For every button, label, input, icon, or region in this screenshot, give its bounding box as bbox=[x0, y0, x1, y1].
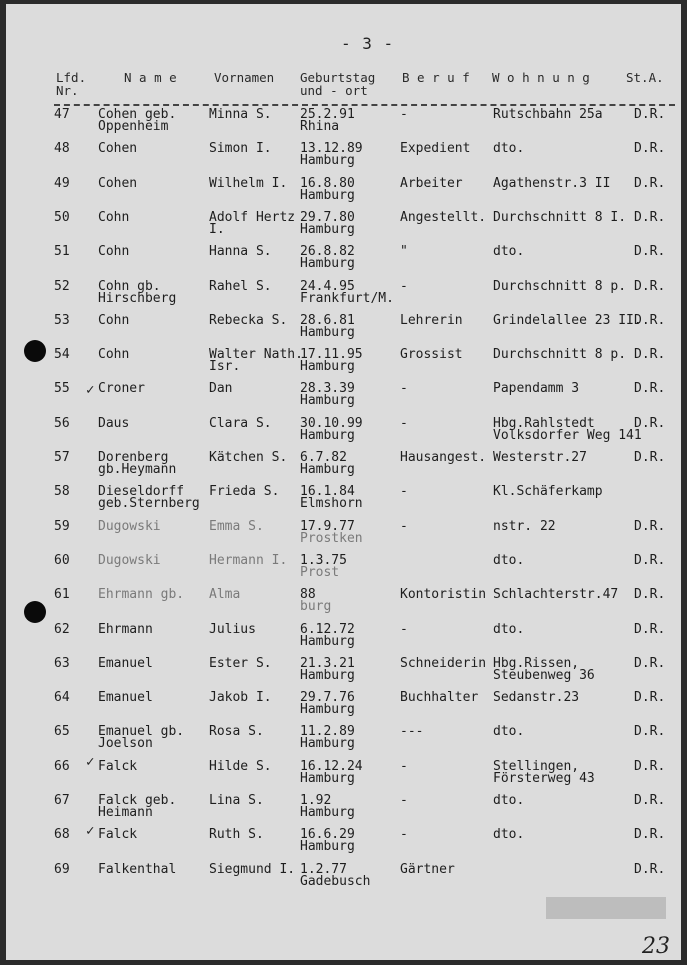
check-mark-icon: ✓ bbox=[86, 382, 95, 398]
entry-number: 54 bbox=[54, 347, 70, 363]
entry-sta: D.R. bbox=[634, 552, 666, 568]
entry-birth-place: Hamburg bbox=[300, 153, 355, 169]
entry-number: 49 bbox=[54, 175, 70, 191]
entry-number: 68 bbox=[54, 827, 70, 843]
entry-wohnung: dto. bbox=[493, 244, 525, 260]
entry-number: 59 bbox=[54, 518, 70, 534]
entry-name: Cohn bbox=[98, 244, 130, 260]
entry-birth-place: Hamburg bbox=[300, 770, 355, 786]
entry-beruf: - bbox=[400, 484, 408, 500]
entry-birth-date: 17.11.95 bbox=[300, 347, 363, 363]
entry-beruf: Arbeiter bbox=[400, 175, 463, 191]
entry-beruf: - bbox=[400, 758, 408, 774]
entry-beruf: Lehrerin bbox=[400, 312, 463, 328]
entry-vorname: Kätchen S. bbox=[209, 450, 288, 465]
entry-number: 61 bbox=[54, 587, 70, 603]
entry-birth-date: 29.7.76 bbox=[300, 690, 355, 706]
entry-sta: D.R. bbox=[634, 861, 666, 877]
entry-sta: D.R. bbox=[634, 587, 666, 603]
entry-birth-date: 28.6.81 bbox=[300, 312, 355, 328]
entry-vorname: Dan bbox=[209, 381, 233, 397]
entry-vorname: Ruth S. bbox=[209, 827, 264, 843]
punch-hole-bottom bbox=[24, 601, 46, 623]
entry-vorname: Emma S. bbox=[209, 518, 264, 534]
entry-name: Croner bbox=[98, 381, 145, 397]
entry-beruf: Grossist bbox=[400, 347, 463, 363]
entry-sta: D.R. bbox=[634, 244, 666, 260]
entry-birth-place: Hamburg bbox=[300, 839, 355, 855]
entry-wohnung: Hbg.Rahlstedt bbox=[493, 415, 595, 431]
entry-sta: D.R. bbox=[634, 690, 666, 706]
entry-wohnung: Agathenstr.3 II bbox=[493, 175, 611, 191]
entry-number: 50 bbox=[54, 209, 70, 225]
entry-vorname: Adolf Hertz bbox=[209, 209, 296, 225]
entry-birth-place: Hamburg bbox=[300, 256, 355, 272]
entry-birth-place: Hamburg bbox=[300, 393, 355, 409]
entry-number: 58 bbox=[54, 484, 70, 500]
entry-wohnung: dto. bbox=[493, 552, 525, 568]
entry-name-line2: Heimann bbox=[98, 805, 153, 820]
entry-sta: D.R. bbox=[634, 347, 666, 363]
entry-sta: D.R. bbox=[634, 793, 666, 808]
entry-beruf: - bbox=[400, 621, 408, 637]
entry-vorname: Jakob I. bbox=[209, 690, 272, 706]
entry-sta: D.R. bbox=[634, 381, 666, 397]
entry-number: 66 bbox=[54, 758, 70, 774]
entry-sta: D.R. bbox=[634, 450, 666, 465]
entry-beruf: - bbox=[400, 793, 408, 808]
entry-number: 48 bbox=[54, 141, 70, 157]
entry-name: Ehrmann gb. bbox=[98, 587, 185, 603]
entry-vorname: Rosa S. bbox=[209, 724, 264, 740]
entry-sta: D.R. bbox=[634, 141, 666, 157]
check-mark-icon: ✓ bbox=[86, 754, 95, 770]
entry-vorname: Minna S. bbox=[209, 107, 272, 122]
entry-wohnung: Sedanstr.23 bbox=[493, 690, 580, 706]
document-page bbox=[6, 4, 681, 960]
entry-birth-date: 16.12.24 bbox=[300, 758, 363, 774]
entry-beruf: Schneiderin bbox=[400, 655, 487, 671]
entry-name-line2: geb.Sternberg bbox=[98, 496, 200, 512]
entry-birth-place: Hamburg bbox=[300, 633, 355, 649]
entry-wohnung-line2: Steubenweg 36 bbox=[493, 667, 595, 683]
entry-name: Dieseldorff bbox=[98, 484, 185, 500]
entry-vorname: Hermann I. bbox=[209, 552, 288, 568]
entry-number: 62 bbox=[54, 621, 70, 637]
entry-name: Dorenberg bbox=[98, 450, 169, 465]
entry-name: Falkenthal bbox=[98, 861, 177, 877]
entry-beruf: - bbox=[400, 827, 408, 843]
entry-wohnung-line2: Volksdorfer Weg 141 bbox=[493, 427, 642, 443]
entry-wohnung: Stellingen, bbox=[493, 758, 580, 774]
entry-name: Falck bbox=[98, 827, 138, 843]
entry-sta: D.R. bbox=[634, 415, 666, 431]
entry-beruf: - bbox=[400, 107, 408, 122]
entry-number: 52 bbox=[54, 278, 70, 294]
entry-birth-date: 21.3.21 bbox=[300, 655, 355, 671]
entry-beruf: Gärtner bbox=[400, 861, 455, 877]
entry-beruf: Expedient bbox=[400, 141, 471, 157]
entry-name: Cohn bbox=[98, 209, 130, 225]
entry-vorname: Wilhelm I. bbox=[209, 175, 288, 191]
entry-wohnung: nstr. 22 bbox=[493, 518, 556, 534]
entry-name: Cohen bbox=[98, 141, 138, 157]
entry-name-line2: Oppenheim bbox=[98, 119, 169, 134]
entry-vorname: Clara S. bbox=[209, 415, 272, 431]
entry-wohnung-line2: Försterweg 43 bbox=[493, 770, 595, 786]
entry-wohnung: Kl.Schäferkamp bbox=[493, 484, 603, 500]
check-mark-icon: ✓ bbox=[86, 823, 95, 839]
entry-birth-place: Hamburg bbox=[300, 221, 355, 237]
entry-vorname: Hanna S. bbox=[209, 244, 272, 260]
entry-number: 47 bbox=[54, 107, 70, 122]
header-wohnung: W o h n u n g bbox=[492, 70, 590, 85]
entry-beruf: - bbox=[400, 381, 408, 397]
entry-birth-date: 6.12.72 bbox=[300, 621, 355, 637]
entry-birth-place: Hamburg bbox=[300, 359, 355, 375]
header-nr-line1: Lfd. bbox=[56, 70, 87, 85]
entry-vorname: Hilde S. bbox=[209, 758, 272, 774]
entry-wohnung: Grindelallee 23 II. bbox=[493, 312, 642, 328]
entry-number: 57 bbox=[54, 450, 70, 465]
entry-name: Cohn bbox=[98, 312, 130, 328]
entry-birth-date: 16.8.80 bbox=[300, 175, 355, 191]
entry-name: Emanuel bbox=[98, 690, 153, 706]
entry-birth-place: Frankfurt/M. bbox=[300, 290, 394, 306]
entry-birth-place: burg bbox=[300, 599, 332, 615]
entry-number: 69 bbox=[54, 861, 70, 877]
entry-birth-place: Prostken bbox=[300, 530, 363, 546]
entry-number: 63 bbox=[54, 655, 70, 671]
entry-sta: D.R. bbox=[634, 655, 666, 671]
entry-wohnung: dto. bbox=[493, 724, 525, 740]
entry-name: Emanuel gb. bbox=[98, 724, 185, 740]
entry-beruf: Buchhalter bbox=[400, 690, 479, 706]
entry-birth-date: 25.2.91 bbox=[300, 107, 355, 122]
entry-sta: D.R. bbox=[634, 724, 666, 740]
entry-beruf: Angestellt. bbox=[400, 209, 487, 225]
entry-wohnung: dto. bbox=[493, 793, 525, 808]
entry-vorname: Alma bbox=[209, 587, 241, 603]
entry-vorname: Lina S. bbox=[209, 793, 264, 808]
entry-sta: D.R. bbox=[634, 107, 666, 122]
entry-wohnung: dto. bbox=[493, 621, 525, 637]
entry-birth-date: 16.1.84 bbox=[300, 484, 355, 500]
header-rule bbox=[54, 104, 675, 106]
entry-beruf: --- bbox=[400, 724, 424, 740]
entry-birth-date: 1.2.77 bbox=[300, 861, 347, 877]
entry-birth-place: Hamburg bbox=[300, 427, 355, 443]
header-name: N a m e bbox=[124, 70, 177, 85]
entry-vorname: Ester S. bbox=[209, 655, 272, 671]
entry-sta: D.R. bbox=[634, 518, 666, 534]
entry-birth-place: Hamburg bbox=[300, 187, 355, 203]
entry-birth-date: 11.2.89 bbox=[300, 724, 355, 740]
entry-birth-place: Hamburg bbox=[300, 462, 355, 477]
entry-birth-date: 29.7.80 bbox=[300, 209, 355, 225]
entry-birth-place: Prost bbox=[300, 564, 340, 580]
entry-number: 51 bbox=[54, 244, 70, 260]
entry-name: Daus bbox=[98, 415, 130, 431]
entry-beruf: Kontoristin bbox=[400, 587, 487, 603]
entry-vorname: Rebecka S. bbox=[209, 312, 288, 328]
entry-name: Falck bbox=[98, 758, 138, 774]
entry-number: 56 bbox=[54, 415, 70, 431]
entry-name: Cohn bbox=[98, 347, 130, 363]
entry-name: Cohen geb. bbox=[98, 107, 177, 122]
header-geburt-line1: Geburtstag bbox=[300, 70, 376, 85]
entry-number: 53 bbox=[54, 312, 70, 328]
entry-birth-place: Hamburg bbox=[300, 736, 355, 752]
entry-wohnung: Schlachterstr.47 bbox=[493, 587, 619, 603]
handwritten-page-number: 23 bbox=[642, 934, 670, 959]
entry-birth-date: 24.4.95 bbox=[300, 278, 355, 294]
entry-vorname: Frieda S. bbox=[209, 484, 280, 500]
entry-beruf: - bbox=[400, 518, 408, 534]
entry-wohnung: Durchschnitt 8 p. bbox=[493, 347, 627, 363]
entry-wohnung: Durchschnitt 8 I. bbox=[493, 209, 627, 225]
entry-sta: D.R. bbox=[634, 312, 666, 328]
entry-vorname: Julius bbox=[209, 621, 256, 637]
entry-birth-date: 1.3.75 bbox=[300, 552, 347, 568]
entry-wohnung: dto. bbox=[493, 141, 525, 157]
entry-name: Falck geb. bbox=[98, 793, 177, 808]
entry-birth-date: 28.3.39 bbox=[300, 381, 355, 397]
entry-birth-place: Hamburg bbox=[300, 667, 355, 683]
entry-name: Cohen bbox=[98, 175, 138, 191]
entry-birth-date: 17.9.77 bbox=[300, 518, 355, 534]
entry-sta: D.R. bbox=[634, 209, 666, 225]
entry-vorname: Rahel S. bbox=[209, 278, 272, 294]
punch-hole-top bbox=[24, 340, 46, 362]
entry-vorname-line2: I. bbox=[209, 221, 225, 237]
entry-birth-date: 26.8.82 bbox=[300, 244, 355, 260]
entry-birth-date: 88 bbox=[300, 587, 316, 603]
entry-birth-place: Elmshorn bbox=[300, 496, 363, 512]
entry-birth-place: Hamburg bbox=[300, 324, 355, 340]
entry-beruf: - bbox=[400, 415, 408, 431]
entry-name-line2: Joelson bbox=[98, 736, 153, 752]
entry-birth-place: Rhina bbox=[300, 119, 340, 134]
entry-number: 64 bbox=[54, 690, 70, 706]
header-sta: St.A. bbox=[626, 70, 664, 85]
entry-number: 67 bbox=[54, 793, 70, 808]
entry-number: 65 bbox=[54, 724, 70, 740]
entry-wohnung: Westerstr.27 bbox=[493, 450, 587, 465]
header-vornamen: Vornamen bbox=[214, 70, 275, 85]
header-nr-line2: Nr. bbox=[56, 83, 79, 98]
entry-beruf: - bbox=[400, 278, 408, 294]
entry-birth-date: 6.7.82 bbox=[300, 450, 347, 465]
entry-vorname: Simon I. bbox=[209, 141, 272, 157]
entry-name: Ehrmann bbox=[98, 621, 153, 637]
entry-wohnung: dto. bbox=[493, 827, 525, 843]
entry-sta: D.R. bbox=[634, 278, 666, 294]
archive-stamp bbox=[546, 897, 666, 919]
entry-name-line2: Hirschberg bbox=[98, 290, 177, 306]
entry-number: 55 bbox=[54, 381, 70, 397]
entry-vorname-line2: Isr. bbox=[209, 359, 241, 375]
entry-vorname: Walter Nath. bbox=[209, 347, 303, 363]
entry-sta: D.R. bbox=[634, 827, 666, 843]
entry-birth-place: Gadebusch bbox=[300, 873, 371, 889]
entry-birth-date: 1.92 bbox=[300, 793, 332, 808]
entry-birth-date: 13.12.89 bbox=[300, 141, 363, 157]
entry-sta: D.R. bbox=[634, 175, 666, 191]
entry-wohnung: Rutschbahn 25a bbox=[493, 107, 603, 122]
header-beruf: B e r u f bbox=[402, 70, 470, 85]
entry-birth-date: 16.6.29 bbox=[300, 827, 355, 843]
entry-sta: D.R. bbox=[634, 621, 666, 637]
entry-wohnung: Durchschnitt 8 p. bbox=[493, 278, 627, 294]
entry-wohnung: Papendamm 3 bbox=[493, 381, 580, 397]
entry-birth-place: Hamburg bbox=[300, 805, 355, 820]
entry-wohnung: Hbg.Rissen, bbox=[493, 655, 580, 671]
entry-vorname: Siegmund I. bbox=[209, 861, 296, 877]
entry-number: 60 bbox=[54, 552, 70, 568]
entry-birth-date: 30.10.99 bbox=[300, 415, 363, 431]
entry-beruf: " bbox=[400, 244, 408, 260]
entry-name-line2: gb.Heymann bbox=[98, 462, 177, 477]
entry-sta: D.R. bbox=[634, 758, 666, 774]
entry-birth-place: Hamburg bbox=[300, 702, 355, 718]
entry-beruf: Hausangest. bbox=[400, 450, 487, 465]
entry-name: Dugowski bbox=[98, 552, 161, 568]
entry-name: Dugowski bbox=[98, 518, 161, 534]
header-geburt-line2: und - ort bbox=[300, 83, 368, 98]
entry-name: Emanuel bbox=[98, 655, 153, 671]
page-title: - 3 - bbox=[341, 34, 395, 53]
entry-name: Cohn gb. bbox=[98, 278, 161, 294]
